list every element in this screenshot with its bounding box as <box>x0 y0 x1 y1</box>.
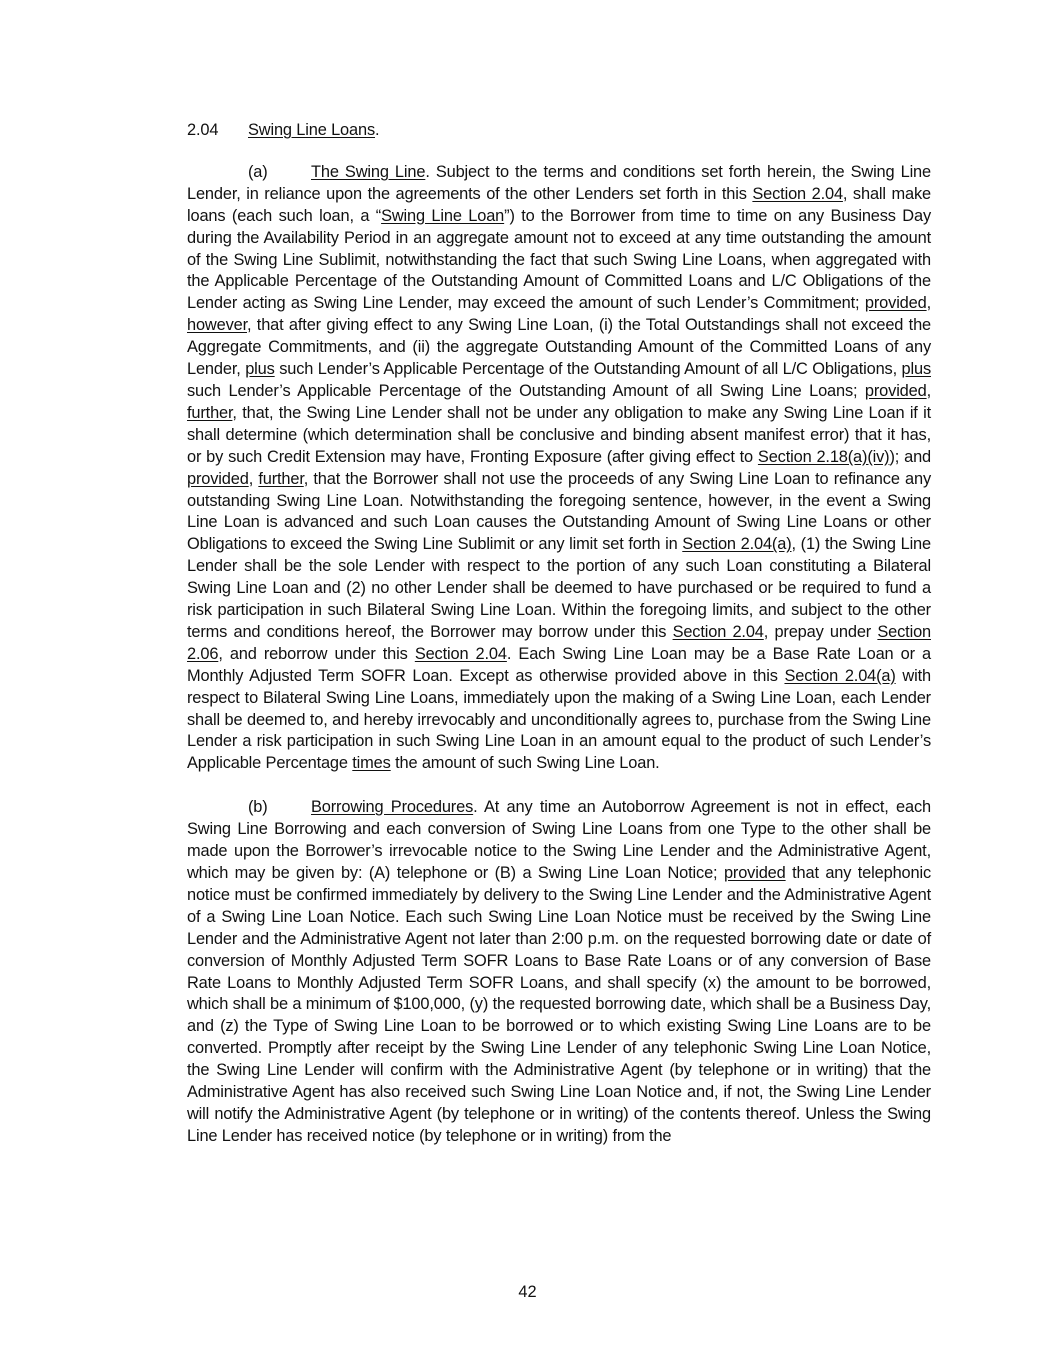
paragraph-text: such Lender’s Applicable Percentage of the Outstanding Amount of all L/C Obligations, <box>274 360 902 379</box>
page-number: 42 <box>518 1283 537 1301</box>
paragraph-text: with respect to Bilateral Swing Line Loans, immediately upon the making of a Swing Line Loan, each Lender shall be deemed to, and hereby irrevocably and unconditionally agrees to, purchase from the Swing Line Lender a risk participation in such Swing Line Loan in an amount equal to the product of such Lender’s Applicable Percentage <box>187 666 931 773</box>
underlined-term: Section 2.04(a) <box>682 535 792 554</box>
underlined-term: Section 2.04 <box>414 644 507 663</box>
underlined-term: however <box>187 316 247 335</box>
paragraph-text: ); and <box>889 447 931 466</box>
underlined-term: Section 2.04 <box>672 622 764 641</box>
section-title: Swing Line Loans <box>248 121 375 139</box>
paragraph-b <box>187 797 931 1148</box>
paragraph-text: , <box>248 469 259 488</box>
paragraph-text: , <box>926 381 931 400</box>
paragraph-b-marker: (b) <box>248 798 268 817</box>
paragraph-text: that any telephonic notice must be confirmed immediately by delivery to the Swing Line Lender and the Administrative Agent of a Swing Line Loan Notice. Each such Swing Line Loan Notice must be received by the Swing Line Lender and the Administrative Agent not later than 2:00 p.m. on the requested borrowing date or date of conversion of Monthly Adjusted Term SOFR Loans to Base Rate Loans or of any conversion of Base Rate Loans to Monthly Adjusted Term SOFR Loans, and shall specify (x) the amount to be borrowed, which shall be a minimum of $100,000, (y) the requested borrowing date, which shall be a Business Day, and (z) the Type of Swing Line Loan to be borrowed or to which existing Swing Line Loans are to be converted. Promptly after receipt by the Swing Line Lender of any telephonic Swing Line Loan Notice, the Swing Line Lender will confirm with the Administrative Agent (by telephone or in writing) that the Administrative Agent has also received such Swing Line Loan Notice and, if not, the Swing Line Lender will notify the Administrative Agent (by telephone or in writing) of the contents thereof. Unless the Swing Line Lender has received notice (by telephone or in writing) from the <box>187 864 931 1145</box>
underlined-term: plus <box>245 360 275 379</box>
section-heading <box>187 120 931 142</box>
paragraph-text: such Lender’s Applicable Percentage of the Outstanding Amount of all Swing Line Loans; <box>187 381 865 400</box>
underlined-term: plus <box>901 360 931 379</box>
underlined-term: Swing Line Loan <box>381 206 505 225</box>
paragraph-text: , that the Borrower shall not use the proceeds of any Swing Line Loan to refinance any outstanding Swing Line Loan. Notwithstanding the foregoing sentence, however, in the event a Swing Line Loan is advanced and such Loan causes the Outstanding Amount of Swing Line Loans or other Obligations to exceed the Swing Line Sublimit or any limit set forth in <box>187 469 931 554</box>
paragraph-text: , prepay under <box>763 622 878 641</box>
paragraph-text: . Each Swing Line Loan may be a Base Rate Loan or a Monthly Adjusted Term SOFR Loan. Except as otherwise provided above in this <box>187 644 932 685</box>
underlined-term: provided <box>864 381 927 400</box>
paragraph-text: , and reborrow under this <box>218 644 415 663</box>
paragraph-text: , shall make loans (each such loan, a “ <box>187 184 931 225</box>
paragraph-text: , that, the Swing Line Lender shall not be under any obligation to make any Swing Line Loan if it shall determine (which determination shall be conclusive and binding absent manifest error) that it has, or by such Credit Extension may have, Fronting Exposure (after giving effect to <box>187 403 931 466</box>
underlined-term: provided <box>187 469 249 488</box>
underlined-term: Section 2.04 <box>752 184 843 203</box>
document-page <box>187 120 931 1148</box>
paragraph-text: , that after giving effect to any Swing Line Loan, (i) the Total Outstandings shall not exceed the Aggregate Commitments, and (ii) the aggregate Outstanding Amount of the Committed Loans of any Lender, <box>187 316 931 379</box>
underlined-term: further <box>258 469 304 488</box>
paragraph-text: , (1) the Swing Line Lender shall be the sole Lender with respect to the portion of any such Loan constituting a Bilateral Swing Line Loan and (2) no other Lender shall be deemed to have purchased or be required to fund a risk participation in such Bilateral Swing Line Loan. Within the foregoing limits, and subject to the other terms and conditions hereof, the Borrower may borrow under this <box>187 535 931 641</box>
underlined-term: provided <box>723 864 786 882</box>
paragraph-text: . Subject to the terms and conditions set forth herein, the Swing Line Lender, in reliance upon the agreements of the other Lenders set forth in this <box>187 162 931 203</box>
paragraph-text: . At any time an Autoborrow Agreement is not in effect, each Swing Line Borrowing and each conversion of Swing Line Loans from one Type to the other shall be made upon the Borrower’s irrevocable notice to the Swing Line Lender and the Administrative Agent, which may be given by: (A) telephone or (B) a Swing Line Loan Notice; <box>187 798 931 882</box>
underlined-term: Borrowing Procedures <box>311 798 474 817</box>
section-number: 2.04 <box>187 121 219 139</box>
underlined-term: further <box>187 403 233 422</box>
underlined-term: Section 2.04(a) <box>784 666 896 685</box>
underlined-term: Section 2.06 <box>187 622 931 663</box>
paragraph-text: ”) to the Borrower from time to time on any Business Day during the Availability Period in an aggregate amount not to exceed at any time outstanding the amount of the Swing Line Sublimit, notwithstanding the fact that such Swing Line Loans, when aggregated with the Applicable Percentage of the Outstanding Amount of Committed Loans and L/C Obligations of the Lender acting as Swing Line Lender, may exceed the amount of such Lender’s Commitment; <box>187 206 931 313</box>
underlined-term: Section 2.18(a)(iv) <box>757 447 890 466</box>
underlined-term: The Swing Line <box>311 162 426 181</box>
section-title-period: . <box>375 121 380 139</box>
paragraph-text: the amount of such Swing Line Loan. <box>390 754 660 773</box>
paragraph-text: , <box>926 294 931 313</box>
underlined-term: provided <box>864 294 927 313</box>
paragraph-a-marker: (a) <box>248 162 268 181</box>
paragraph-a <box>187 162 931 775</box>
underlined-term: times <box>352 754 391 773</box>
